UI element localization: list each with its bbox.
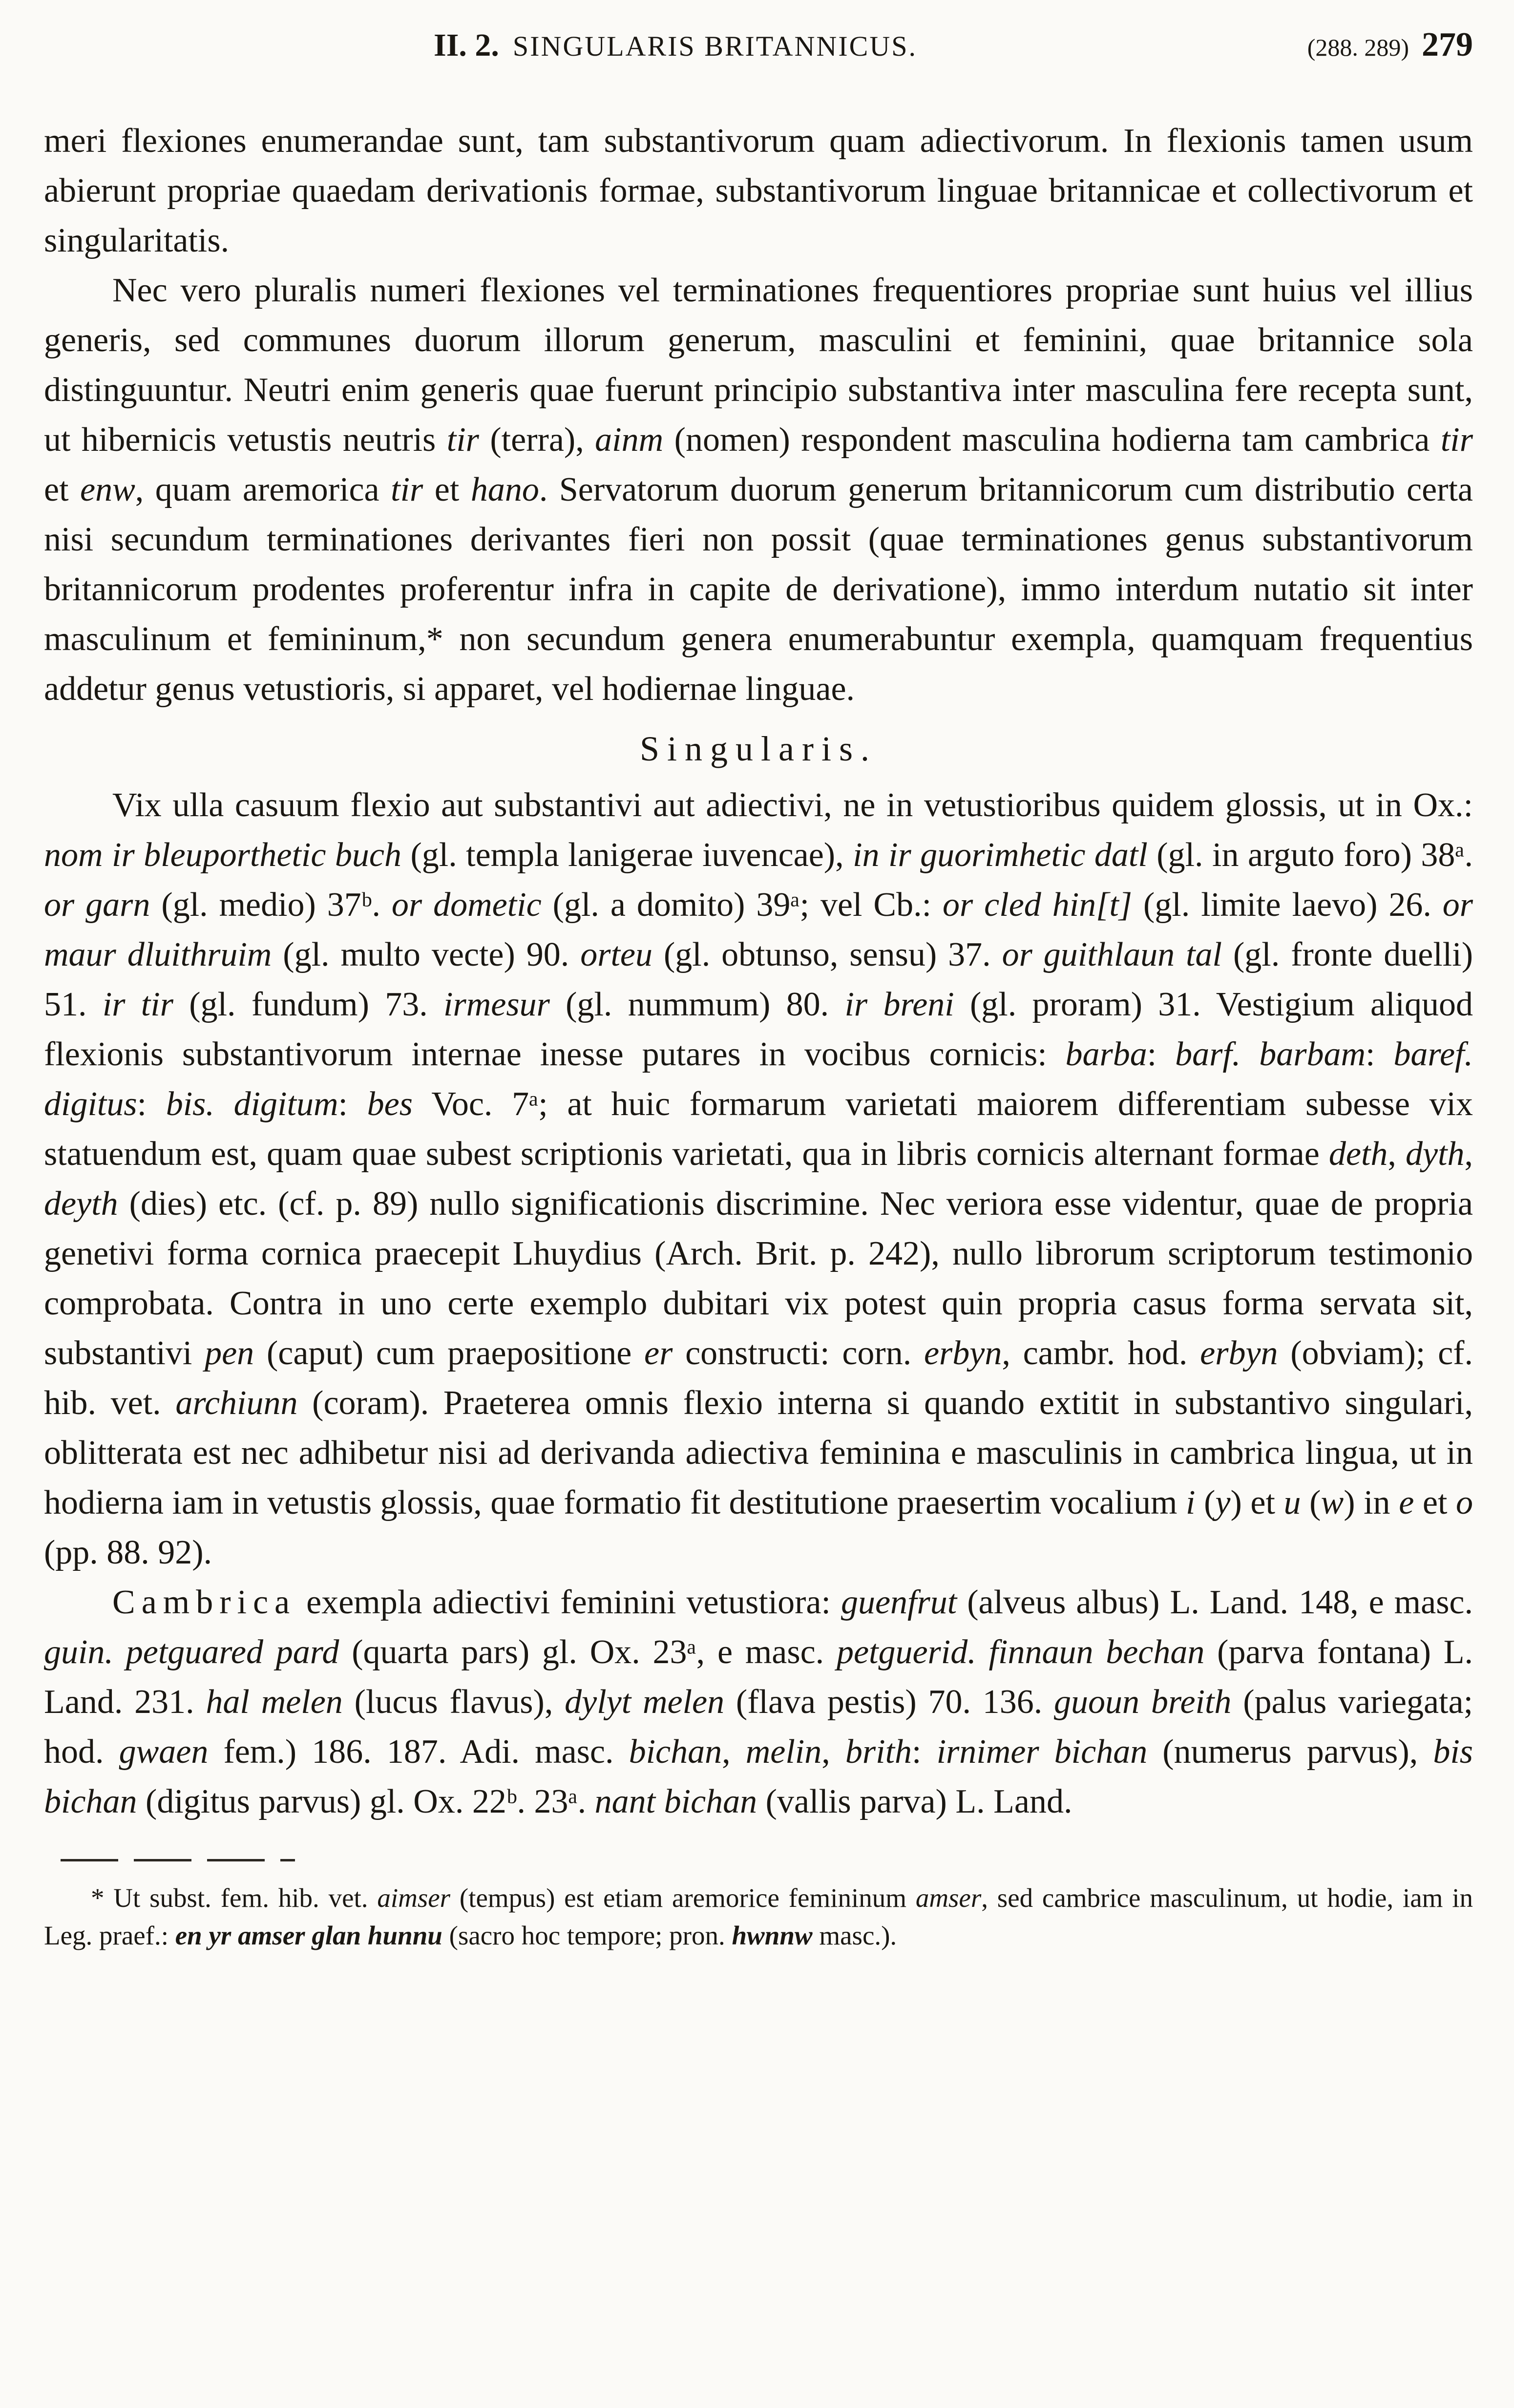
paragraph-continuation: meri flexiones enumerandae sunt, tam substantivorum quam adiectivorum. In flexionis tamen usum abierunt propriae quaedam derivationis formae, substantivorum linguae britannicae et collectivorum et singularitatis. — [44, 122, 1473, 259]
paragraph-singularis-flexio: Vix ulla casuum flexio aut substantivi aut adiectivi, ne in vetustioribus quidem glossis, ut in Ox.: nom ir bleuporthetic buch (gl. templa lanigerae iuvencae), in ir guorimhetic datl (gl. in arguto foro) 38ᵃ. or garn (gl. medio) 37ᵇ. or dometic (gl. a domito) 39ᵃ; vel Cb.: or cled hin[t] (gl. limite laevo) 26. or maur dluithruim (gl. multo vecte) 90. orteu (gl. obtunso, sensu) 37. or guithlaun tal (gl. fronte duelli) 51. ir tir (gl. fundum) 73. irmesur (gl. nummum) 80. ir breni (gl. proram) 31. Vestigium aliquod flexionis substantivorum internae inesse putares in vocibus cornicis: barba: barf. barbam: baref. digitus: bis. digitum: bes Voc. 7ᵃ; at huic formarum varietati maiorem differentiam subesse vix statuendum est, quam quae subest scriptionis varietati, qua in libris cornicis alternant formae deth, dyth, deyth (dies) etc. (cf. p. 89) nullo significationis discrimine. Nec veriora esse videntur, quae de propria genetivi forma cornica praecepit Lhuydius (Arch. Brit. p. 242), nullo librorum scriptorum testimonio comprobata. Contra in uno certe exemplo dubitari vix potest quin propria casus forma servata sit, substantivi pen (caput) cum praepositione er constructi: corn. erbyn, cambr. hod. erbyn (obviam); cf. hib. vet. archiunn (coram). Praeterea omnis flexio interna si quando extitit in substantivo singulari, oblitterata est nec adhibetur nisi ad derivanda adiectiva feminina e masculinis in cambrica lingua, ut in hodierna iam in vetustis glossis, quae formatio fit destitutione praesertim vocalium i (y) et u (w) in e et o (pp. 88. 92). — [44, 786, 1473, 1571]
column-numbers: (288. 289) — [1307, 34, 1409, 61]
section-heading: Singularis. — [639, 729, 877, 768]
main-text — [44, 116, 1473, 1827]
paragraph-cambrica-exempla: Cambrica exempla adiectivi feminini vetustiora: guenfrut (alveus albus) L. Land. 148, e masc. guin. petguared pard (quarta pars) gl. Ox. 23ᵃ, e masc. petguerid. finnaun bechan (parva fontana) L. Land. 231. hal melen (lucus flavus), dylyt melen (flava pestis) 70. 136. guoun breith (palus variegata; hod. gwaen fem.) 186. 187. Adi. masc. bichan, melin, brith: irnimer bichan (numerus parvus), bis bichan (digitus parvus) gl. Ox. 22ᵇ. 23ᵃ. nant bichan (vallis parva) L. Land. — [44, 1584, 1473, 1820]
header-pagination — [1307, 25, 1473, 64]
footnote-separator — [61, 1859, 295, 1861]
page-header — [44, 25, 1473, 84]
footnote-text: * Ut subst. fem. hib. vet. aimser (tempus) est etiam aremorice femininum amser, sed cambrice masculinum, ut hodie, iam in Leg. praef.: en yr amser glan hunnu (sacro hoc tempore; pron. hwnnw masc.). — [44, 1883, 1473, 1950]
paragraph-genera: Nec vero pluralis numeri flexiones vel terminationes frequentiores propriae sunt huius vel illius generis, sed communes duorum illorum generum, masculini et feminini, quae britannice sola distinguuntur. Neutri enim generis quae fuerunt principio substantiva inter masculina fere recepta sunt, ut hibernicis vetustis neutris tir (terra), ainm (nomen) respondent masculina hodierna tam cambrica tir et enw, quam aremorica tir et hano. Servatorum duorum generum britannicorum cum distributio certa nisi secundum terminationes derivantes fieri non possit (quae terminationes genus substantivorum britannicorum prodentes proferentur infra in capite de derivatione), immo interdum nutatio sit inter masculinum et femininum,* non secundum genera enumerabuntur exempla, quamquam frequentius addetur genus vetustioris, si apparet, vel hodiernae linguae. — [44, 272, 1473, 708]
running-title: SINGULARIS BRITANNICUS. — [512, 30, 917, 62]
footnote-block — [44, 1879, 1473, 1954]
running-head — [44, 25, 1473, 64]
chapter-number: II. 2. — [434, 27, 499, 63]
page-number: 279 — [1422, 26, 1473, 63]
